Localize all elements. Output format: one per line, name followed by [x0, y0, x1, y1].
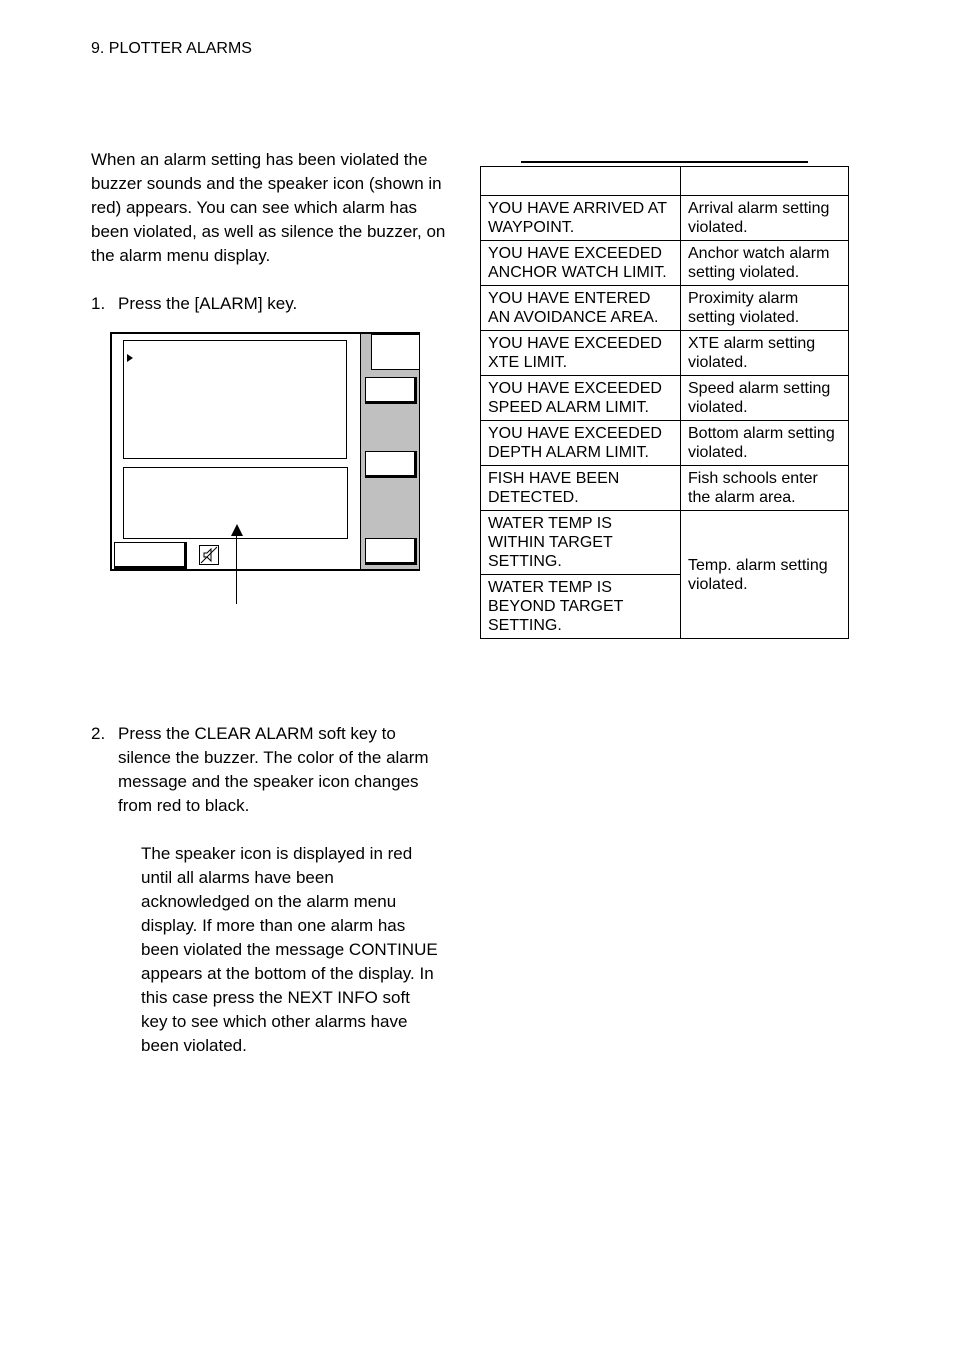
- step-2: [91, 722, 451, 822]
- soft-key-2[interactable]: [365, 451, 417, 478]
- table-row: [481, 331, 849, 376]
- table-row: [481, 421, 849, 466]
- table-title-rule: [521, 161, 808, 163]
- table-row: [481, 241, 849, 286]
- soft-key-1[interactable]: [365, 377, 417, 404]
- table-row: [481, 286, 849, 331]
- table-row: [481, 196, 849, 241]
- table-row: [481, 376, 849, 421]
- alarm-meaning: Speed alarm setting violated.: [681, 376, 849, 421]
- step-number: 2.: [91, 724, 106, 743]
- pointer-line: [236, 530, 237, 604]
- table-row: [481, 511, 849, 575]
- alarm-meaning: Arrival alarm setting violated.: [681, 196, 849, 241]
- step-text: Press the CLEAR ALARM soft key to silence the buzzer. The color of the alarm message and the speaker icon changes from red to black.: [118, 724, 429, 815]
- header-message: [481, 167, 681, 196]
- header-meaning: [681, 167, 849, 196]
- speaker-icon: [199, 545, 219, 565]
- alarm-message: YOU HAVE ENTERED AN AVOIDANCE AREA.: [481, 286, 681, 331]
- alarm-message: YOU HAVE EXCEEDED XTE LIMIT.: [481, 331, 681, 376]
- alarm-message: YOU HAVE ARRIVED AT WAYPOINT.: [481, 196, 681, 241]
- bottom-soft-key[interactable]: [114, 542, 187, 569]
- note-paragraph: The speaker icon is displayed in red until all alarms have been acknowledged on the alarm menu display. If more than one alarm has been violated the message CONTINUE appears at the bottom of the display. In this case press the NEXT INFO soft key to see which other alarms have been violated.: [141, 844, 438, 1055]
- section-header: 9. PLOTTER ALARMS: [91, 40, 252, 57]
- pointer-arrow-icon: [231, 524, 243, 536]
- alarm-message: YOU HAVE EXCEEDED ANCHOR WATCH LIMIT.: [481, 241, 681, 286]
- menu-label-box: [371, 334, 420, 370]
- intro-paragraph: When an alarm setting has been violated the buzzer sounds and the speaker icon (shown in red) appears. You can see which alarm has been violated, as well as silence the buzzer, on the alarm menu display.: [91, 150, 446, 265]
- alarm-meaning: Proximity alarm setting violated.: [681, 286, 849, 331]
- step-number: 1.: [91, 294, 106, 313]
- alarm-message: WATER TEMP IS WITHIN TARGET SETTING.: [481, 511, 681, 575]
- alarm-meaning: Anchor watch alarm setting violated.: [681, 241, 849, 286]
- alarm-message: YOU HAVE EXCEEDED DEPTH ALARM LIMIT.: [481, 421, 681, 466]
- soft-key-3[interactable]: [365, 538, 417, 565]
- alarm-meaning: Temp. alarm setting violated.: [681, 511, 849, 639]
- table-header-row: [481, 167, 849, 196]
- alarm-list-window: [123, 340, 347, 459]
- step-text: Press the [ALARM] key.: [118, 294, 298, 313]
- table-row: [481, 466, 849, 511]
- cursor-arrow-icon: [127, 354, 133, 362]
- alarm-meaning: XTE alarm setting violated.: [681, 331, 849, 376]
- alarm-message: FISH HAVE BEEN DETECTED.: [481, 466, 681, 511]
- alarm-message: WATER TEMP IS BEYOND TARGET SETTING.: [481, 575, 681, 639]
- alarm-message: YOU HAVE EXCEEDED SPEED ALARM LIMIT.: [481, 376, 681, 421]
- alarm-meaning: Fish schools enter the alarm area.: [681, 466, 849, 511]
- alarm-meaning: Bottom alarm setting violated.: [681, 421, 849, 466]
- alarm-message-table: [480, 166, 849, 639]
